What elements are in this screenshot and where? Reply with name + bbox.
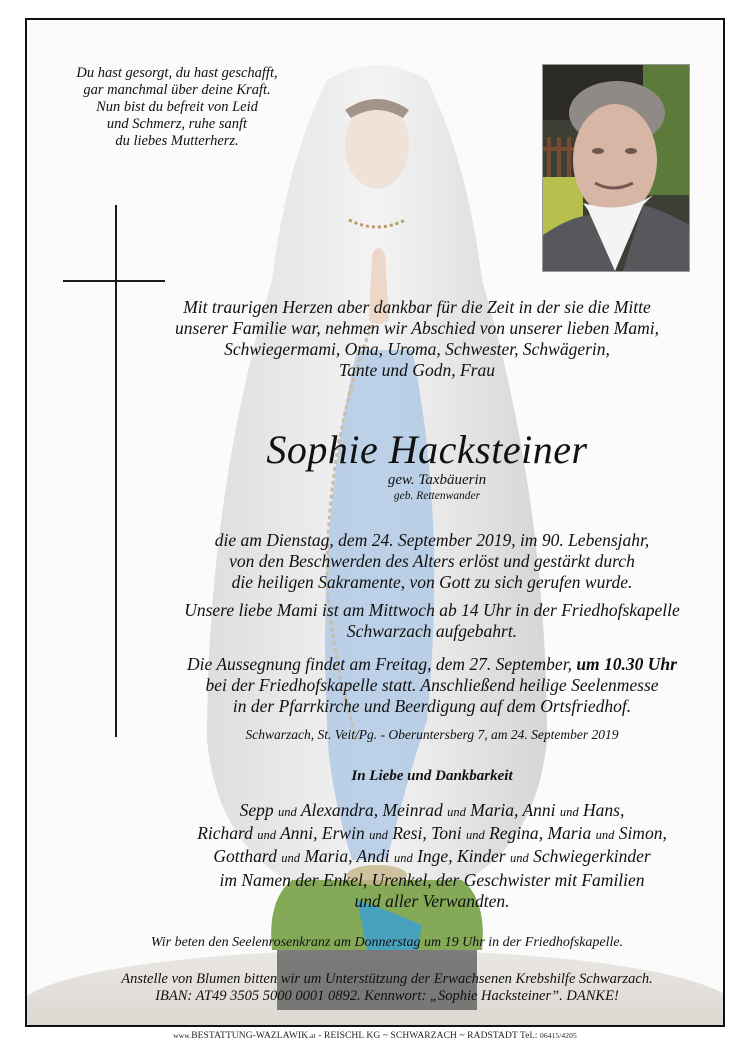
funeral-time: um 10.30 Uhr	[576, 654, 677, 674]
poem-line: und Schmerz, ruhe sanft	[106, 116, 248, 132]
connector: und	[369, 828, 388, 842]
death-notice	[147, 530, 717, 593]
punctuation: ,	[619, 800, 625, 820]
family-name: Toni	[431, 823, 462, 843]
family-name: Regina	[489, 823, 539, 843]
intro-paragraph	[132, 297, 702, 381]
donation-notice	[47, 971, 725, 1005]
family-list	[122, 800, 725, 869]
deceased-name: Sophie Hacksteiner	[266, 427, 588, 472]
connector: und	[393, 851, 413, 865]
footer-phone: 06415/4205	[540, 1031, 577, 1040]
rosary-notice: Wir beten den Seelenrosenkranz am Donnerstag um 19 Uhr in der Friedhofskapelle.	[150, 935, 624, 950]
connector: und	[559, 805, 579, 819]
family-name: Maria	[304, 846, 349, 866]
family-name: Richard	[197, 823, 253, 843]
footer-company: - REISCHL KG ~ SCHWARZACH ~ RADSTADT Tel.:	[315, 1031, 540, 1041]
connector: und	[257, 828, 277, 842]
relatives-line: und aller Verwandten.	[354, 891, 510, 911]
connector: und	[509, 851, 529, 865]
family-name: Inge	[417, 846, 449, 866]
punctuation: ,	[662, 823, 667, 843]
viewing-line: Unsere liebe Mami ist am Mittwoch ab 14 Uhr in der Friedhofskapelle	[184, 600, 680, 620]
funeral-line: bei der Friedhofskapelle statt. Anschließend heilige Seelenmesse	[205, 675, 659, 695]
viewing-notice	[147, 600, 717, 642]
family-name: Simon	[618, 823, 663, 843]
family-name: Schwiegerkinder	[533, 846, 651, 866]
death-line: die am Dienstag, dem 24. September 2019, im 90. Lebensjahr,	[214, 530, 650, 550]
intro-line: Schwiegermami, Oma, Uroma, Schwester, Schwägerin,	[224, 339, 610, 359]
family-name: Kinder	[456, 846, 506, 866]
poem-line: gar manchmal über deine Kraft.	[83, 82, 271, 98]
relatives-notice	[147, 870, 717, 912]
family-name: Andi	[356, 846, 390, 866]
donation-iban: IBAN: AT49 3505 5000 0001 0892. Kennwort: „Sophie Hacksteiner”. DANKE!	[155, 988, 619, 1004]
family-name: Meinrad	[382, 800, 443, 820]
family-name: Anni	[522, 800, 556, 820]
funeral-line	[147, 654, 717, 675]
family-name: Maria	[470, 800, 515, 820]
intro-line: Tante und Godn, Frau	[339, 360, 495, 380]
family-row: Sepp und Alexandra, Meinrad und Maria, Anni und Hans,	[239, 800, 625, 820]
intro-line: unserer Familie war, nehmen wir Abschied von unserer lieben Mami,	[175, 318, 659, 338]
funeral-prefix: Die Aussegnung findet am Freitag, dem 27. September,	[187, 654, 577, 674]
footer-site: BESTATTUNG-WAZLAWIK	[191, 1031, 309, 1041]
family-name: Gotthard	[213, 846, 277, 866]
connector: und	[465, 828, 485, 842]
family-name: Hans	[583, 800, 620, 820]
family-name: Alexandra	[300, 800, 374, 820]
footer-tld: .at	[308, 1031, 316, 1040]
connector: und	[595, 828, 615, 842]
funeral-notice	[147, 654, 717, 717]
family-name: Resi	[392, 823, 423, 843]
family-name: Erwin	[321, 823, 365, 843]
deceased-birth-name: geb. Rettenwander	[393, 490, 481, 502]
viewing-line: Schwarzach aufgebahrt.	[346, 621, 518, 641]
family-row: Richard und Anni, Erwin und Resi, Toni und Regina, Maria und Simon,	[197, 823, 667, 843]
family-row: Gotthard und Maria, Andi und Inge, Kinder und Schwiegerkinder	[213, 846, 651, 866]
poem	[57, 65, 297, 150]
death-line: die heiligen Sakramente, von Gott zu sich gerufen wurde.	[231, 572, 633, 592]
obituary-frame	[25, 18, 725, 1027]
connector: und	[281, 851, 300, 865]
poem-line: Nun bist du befreit von Leid	[96, 99, 258, 115]
family-name: Maria	[547, 823, 592, 843]
footer-www: www.	[173, 1031, 192, 1040]
portrait-photo	[542, 64, 690, 272]
connector: und	[447, 805, 466, 819]
connector: und	[278, 805, 297, 819]
deceased-occupation: gew. Taxbäuerin	[387, 472, 487, 488]
family-name: Sepp	[239, 800, 274, 820]
relatives-line: im Namen der Enkel, Urenkel, der Geschwister mit Familien	[219, 870, 645, 890]
funeral-line: in der Pfarrkirche und Beerdigung auf dem Ortsfriedhof.	[232, 696, 632, 716]
cross-icon-vertical	[115, 205, 117, 737]
place-and-date: Schwarzach, St. Veit/Pg. - Oberuntersberg 7, am 24. September 2019	[245, 727, 619, 742]
death-line: von den Beschwerden des Alters erlöst und gestärkt durch	[229, 551, 635, 571]
intro-line: Mit traurigen Herzen aber dankbar für die Zeit in der sie die Mitte	[183, 297, 651, 317]
cross-icon-horizontal	[63, 280, 165, 282]
closing-phrase: In Liebe und Dankbarkeit	[351, 768, 513, 784]
poem-line: du liebes Mutterherz.	[115, 133, 239, 149]
funeral-home-footer	[0, 1031, 750, 1041]
donation-line: Anstelle von Blumen bitten wir um Unterstützung der Erwachsenen Krebshilfe Schwarzach.	[121, 971, 653, 987]
poem-line: Du hast gesorgt, du hast geschafft,	[76, 65, 278, 81]
family-name: Anni	[280, 823, 314, 843]
